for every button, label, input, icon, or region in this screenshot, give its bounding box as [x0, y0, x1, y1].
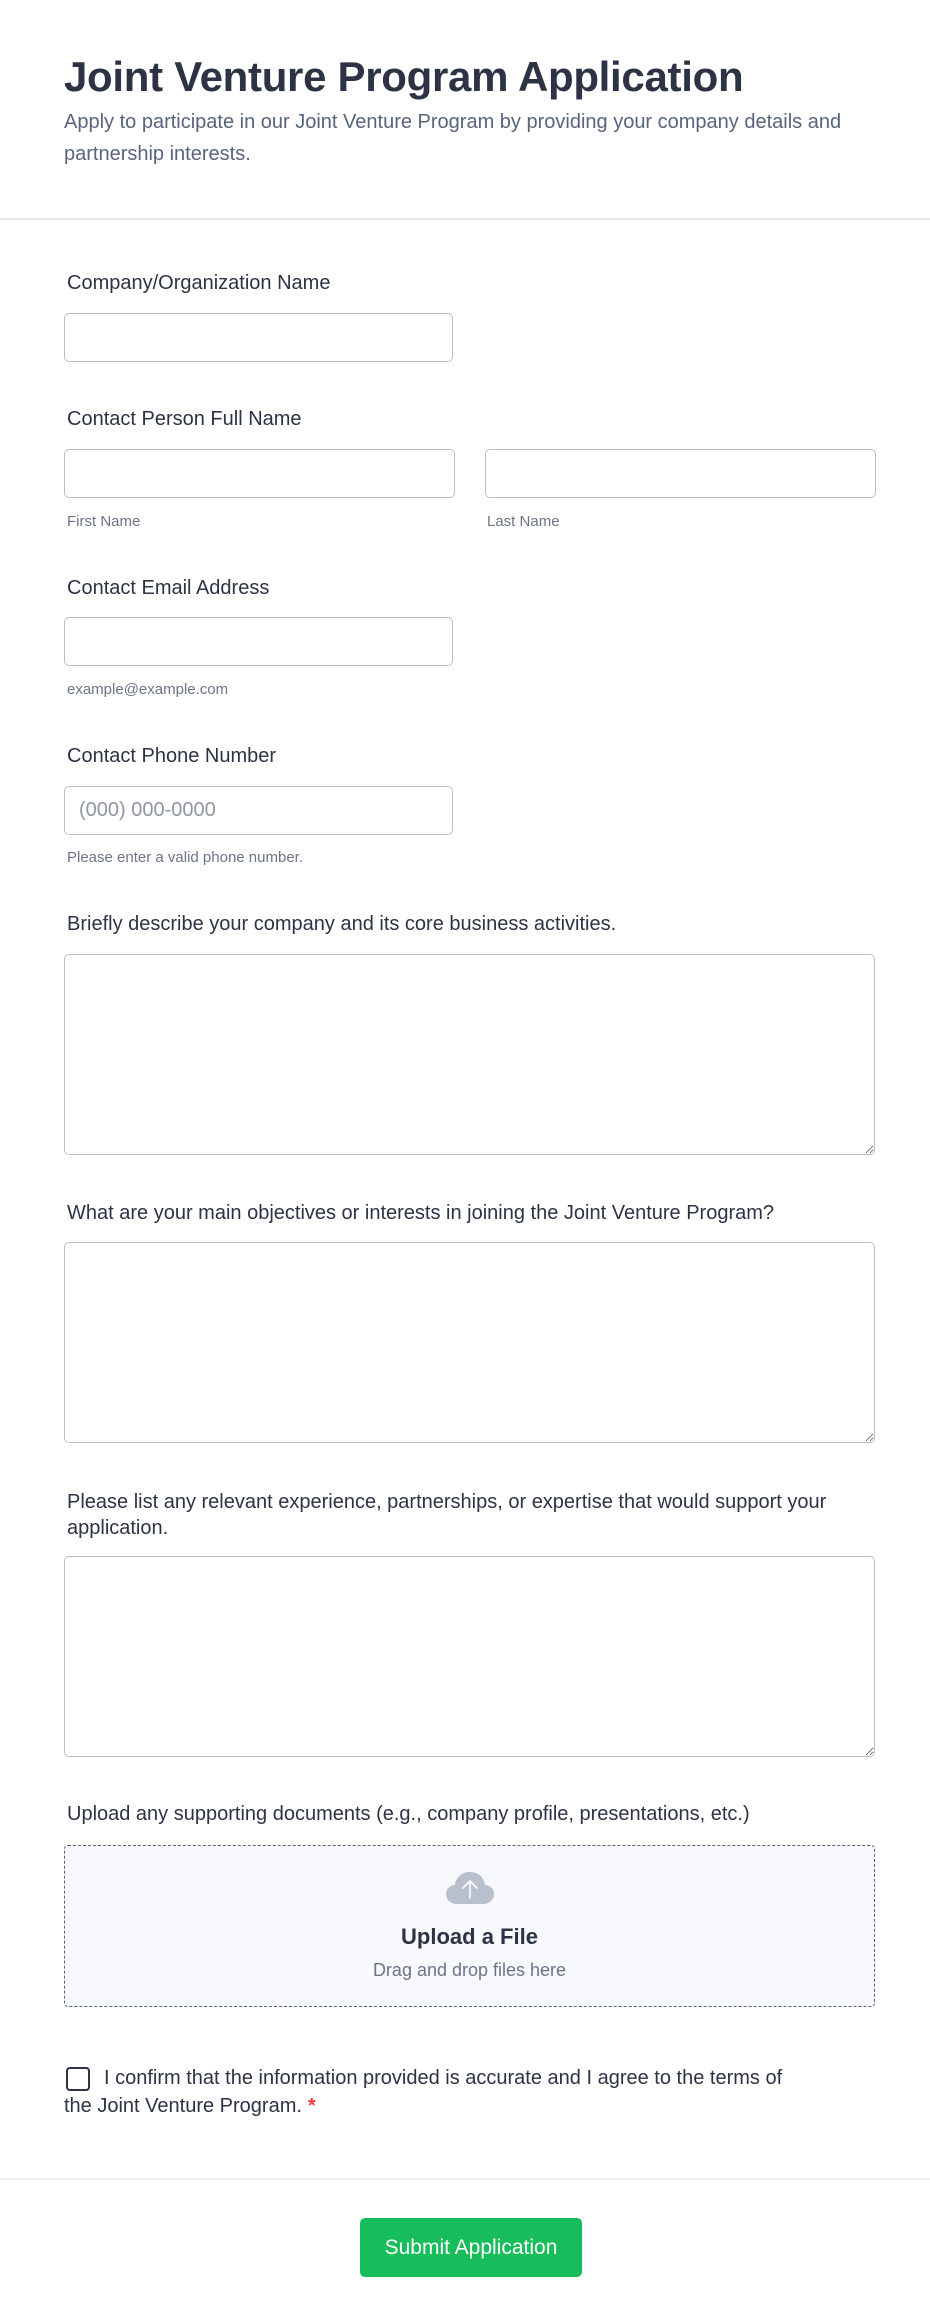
footer-divider: [0, 2178, 930, 2180]
cloud-upload-icon: [445, 1870, 495, 1906]
email-input[interactable]: [64, 617, 453, 666]
description-label: Briefly describe your company and its core business activities.: [67, 913, 617, 935]
required-asterisk: *: [307, 2095, 316, 2117]
email-label: Contact Email Address: [67, 577, 270, 599]
phone-label: Contact Phone Number: [67, 745, 277, 767]
experience-textarea[interactable]: [64, 1556, 875, 1757]
form-header: [0, 0, 930, 220]
first-name-input[interactable]: [64, 449, 455, 498]
last-name-sublabel: Last Name: [487, 513, 560, 530]
page-title: Joint Venture Program Application: [64, 53, 744, 100]
company-label: Company/Organization Name: [67, 272, 331, 294]
page-subtitle: Apply to participate in our Joint Venture Program by providing your company details and partnership interests.: [64, 111, 842, 165]
upload-label: Upload any supporting documents (e.g., company profile, presentations, etc.): [67, 1803, 750, 1825]
email-sublabel: example@example.com: [67, 681, 229, 698]
experience-label: Please list any relevant experience, partnerships, or expertise that would support your application.: [67, 1491, 827, 1539]
consent-text: [64, 2064, 784, 2120]
objectives-textarea[interactable]: [64, 1242, 875, 1443]
upload-title: Upload a File: [401, 1924, 538, 1949]
phone-input[interactable]: [64, 786, 453, 835]
last-name-input[interactable]: [485, 449, 876, 498]
contact-name-label: Contact Person Full Name: [67, 408, 302, 430]
company-input[interactable]: [64, 313, 453, 362]
first-name-sublabel: First Name: [67, 513, 141, 530]
file-upload-dropzone[interactable]: [64, 1845, 875, 2007]
objectives-label: What are your main objectives or interests in joining the Joint Venture Program?: [67, 1202, 775, 1224]
consent-label: I confirm that the information provided is accurate and I agree to the terms of the Joint Venture Program.: [64, 2067, 783, 2117]
description-textarea[interactable]: [64, 954, 875, 1155]
submit-button[interactable]: Submit Application: [360, 2218, 582, 2277]
phone-sublabel: Please enter a valid phone number.: [67, 849, 303, 866]
upload-subtitle: Drag and drop files here: [372, 1960, 567, 1980]
